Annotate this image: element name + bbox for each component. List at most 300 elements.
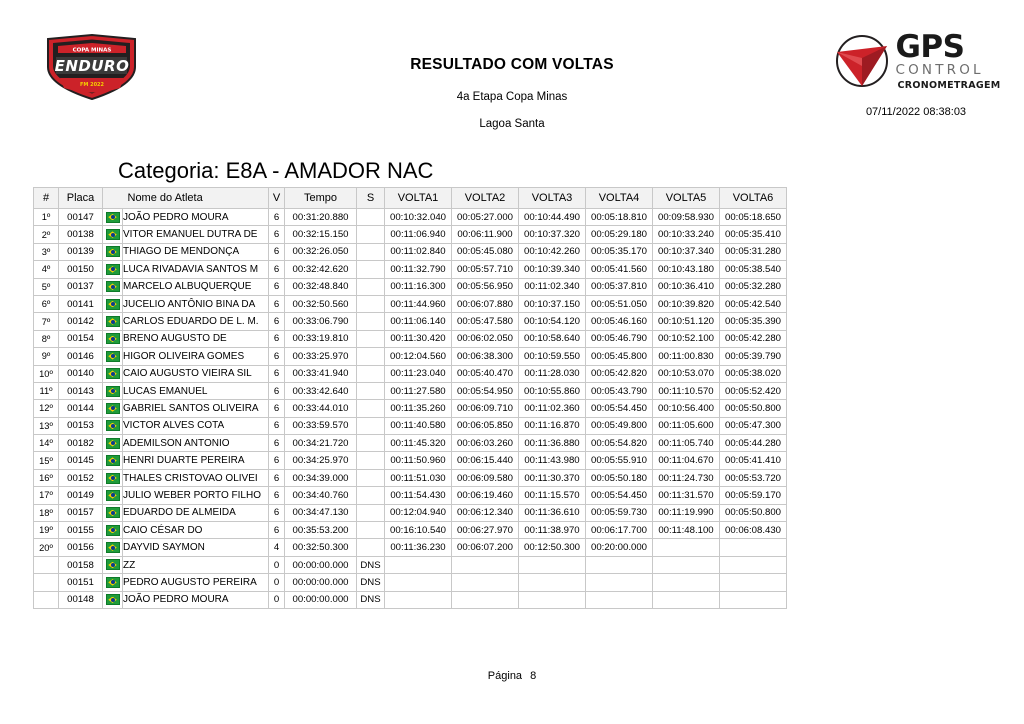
cell-flag [103, 382, 123, 399]
cell-lap-3: 00:11:38.970 [519, 522, 586, 539]
cell-lap-1: 00:11:02.840 [385, 243, 452, 260]
table-row [34, 295, 787, 312]
cell-lap-3: 00:12:50.300 [519, 539, 586, 556]
cell-lap-1 [385, 574, 452, 591]
col-header-s: S [357, 188, 385, 209]
cell-position: 19º [34, 522, 59, 539]
brazil-flag-icon [106, 438, 120, 449]
cell-position: 9º [34, 348, 59, 365]
cell-total-time: 00:32:50.300 [285, 539, 357, 556]
cell-laps-count: 0 [269, 591, 285, 608]
cell-lap-3 [519, 574, 586, 591]
cell-position: 12º [34, 400, 59, 417]
cell-laps-count: 6 [269, 382, 285, 399]
cell-flag [103, 522, 123, 539]
cell-lap-1: 00:11:27.580 [385, 382, 452, 399]
results-table-wrapper [33, 187, 787, 609]
cell-laps-count: 6 [269, 261, 285, 278]
cell-athlete-name: THIAGO DE MENDONÇA [123, 243, 269, 260]
cell-placa: 00157 [59, 504, 103, 521]
cell-position [34, 591, 59, 608]
cell-lap-5: 00:10:33.240 [653, 226, 720, 243]
cell-lap-6: 00:05:35.410 [720, 226, 787, 243]
cell-lap-3: 00:11:36.880 [519, 435, 586, 452]
cell-placa: 00158 [59, 556, 103, 573]
cell-status [357, 261, 385, 278]
brazil-flag-icon [106, 403, 120, 414]
cell-status [357, 295, 385, 312]
cell-lap-5 [653, 574, 720, 591]
cell-lap-4 [586, 556, 653, 573]
cell-lap-5: 00:09:58.930 [653, 209, 720, 226]
cell-lap-6: 00:05:38.540 [720, 261, 787, 278]
col-header-volta1: VOLTA1 [385, 188, 452, 209]
cell-position: 6º [34, 295, 59, 312]
cell-lap-5: 00:11:48.100 [653, 522, 720, 539]
cell-lap-3: 00:10:37.320 [519, 226, 586, 243]
cell-status [357, 452, 385, 469]
cell-athlete-name: BRENO AUGUSTO DE [123, 330, 269, 347]
brazil-flag-icon [106, 264, 120, 275]
cell-position [34, 556, 59, 573]
cell-lap-3 [519, 591, 586, 608]
cell-total-time: 00:33:42.640 [285, 382, 357, 399]
cell-lap-5: 00:11:24.730 [653, 469, 720, 486]
cell-laps-count: 0 [269, 574, 285, 591]
brazil-flag-icon [106, 368, 120, 379]
cell-status [357, 487, 385, 504]
cell-lap-4: 00:05:41.560 [586, 261, 653, 278]
cell-lap-2: 00:06:15.440 [452, 452, 519, 469]
cell-lap-2: 00:06:07.200 [452, 539, 519, 556]
event-subtitle: 4a Etapa Copa Minas [456, 91, 568, 104]
cell-flag [103, 469, 123, 486]
table-row [34, 574, 787, 591]
table-row [34, 365, 787, 382]
cell-total-time: 00:33:44.010 [285, 400, 357, 417]
cell-lap-4 [586, 574, 653, 591]
cell-lap-5: 00:10:51.120 [653, 313, 720, 330]
cell-lap-4: 00:05:35.170 [586, 243, 653, 260]
cell-lap-4: 00:05:54.820 [586, 435, 653, 452]
cell-placa: 00156 [59, 539, 103, 556]
cell-lap-6: 00:05:44.280 [720, 435, 787, 452]
cell-lap-1: 00:11:44.960 [385, 295, 452, 312]
cell-laps-count: 0 [269, 556, 285, 573]
cell-flag [103, 417, 123, 434]
table-row [34, 400, 787, 417]
cell-status [357, 417, 385, 434]
cell-lap-1: 00:11:32.790 [385, 261, 452, 278]
cell-flag [103, 539, 123, 556]
brazil-flag-icon [106, 455, 120, 466]
col-header-flag [103, 188, 123, 209]
cell-athlete-name: LUCA RIVADAVIA SANTOS M [123, 261, 269, 278]
cell-lap-5: 00:10:36.410 [653, 278, 720, 295]
cell-status [357, 522, 385, 539]
cell-lap-3: 00:10:55.860 [519, 382, 586, 399]
cell-lap-6: 00:05:39.790 [720, 348, 787, 365]
cell-flag [103, 452, 123, 469]
cell-total-time: 00:33:19.810 [285, 330, 357, 347]
cell-total-time: 00:32:48.840 [285, 278, 357, 295]
cell-status [357, 504, 385, 521]
page-footer [0, 670, 1024, 682]
table-row [34, 556, 787, 573]
cell-lap-4: 00:05:54.450 [586, 400, 653, 417]
cell-lap-2: 00:06:07.880 [452, 295, 519, 312]
page-number: 8 [530, 670, 537, 682]
cell-lap-6: 00:05:53.720 [720, 469, 787, 486]
cell-lap-6: 00:05:38.020 [720, 365, 787, 382]
cell-athlete-name: CARLOS EDUARDO DE L. M. [123, 313, 269, 330]
brazil-flag-icon [106, 542, 120, 553]
cell-laps-count: 6 [269, 243, 285, 260]
cell-lap-2: 00:06:12.340 [452, 504, 519, 521]
cell-lap-1: 00:11:35.260 [385, 400, 452, 417]
cell-status [357, 365, 385, 382]
cell-flag [103, 574, 123, 591]
cell-lap-2: 00:05:47.580 [452, 313, 519, 330]
cell-placa: 00182 [59, 435, 103, 452]
cell-position: 11º [34, 382, 59, 399]
cell-lap-2: 00:06:11.900 [452, 226, 519, 243]
cell-athlete-name: ADEMILSON ANTONIO [123, 435, 269, 452]
cell-athlete-name: GABRIEL SANTOS OLIVEIRA [123, 400, 269, 417]
cell-laps-count: 6 [269, 487, 285, 504]
cell-position: 2º [34, 226, 59, 243]
enduro-logo-top-text: COPA MINAS [72, 47, 112, 54]
cell-flag [103, 261, 123, 278]
cell-lap-2: 00:06:19.460 [452, 487, 519, 504]
cell-athlete-name: MARCELO ALBUQUERQUE [123, 278, 269, 295]
table-row [34, 469, 787, 486]
cell-lap-2: 00:05:57.710 [452, 261, 519, 278]
cell-lap-3: 00:10:37.150 [519, 295, 586, 312]
cell-status [357, 435, 385, 452]
cell-total-time: 00:00:00.000 [285, 591, 357, 608]
cell-laps-count: 6 [269, 348, 285, 365]
cell-lap-4: 00:05:37.810 [586, 278, 653, 295]
table-row [34, 487, 787, 504]
cell-flag [103, 365, 123, 382]
cell-laps-count: 6 [269, 295, 285, 312]
cell-placa: 00148 [59, 591, 103, 608]
event-location: Lagoa Santa [479, 117, 545, 130]
table-row [34, 243, 787, 260]
cell-lap-6 [720, 556, 787, 573]
cell-position: 10º [34, 365, 59, 382]
cell-position [34, 574, 59, 591]
cell-athlete-name: HENRI DUARTE PEREIRA [123, 452, 269, 469]
cell-laps-count: 6 [269, 330, 285, 347]
cell-lap-2: 00:06:27.970 [452, 522, 519, 539]
cell-lap-1: 00:12:04.940 [385, 504, 452, 521]
cell-placa: 00149 [59, 487, 103, 504]
cell-lap-6: 00:05:50.800 [720, 400, 787, 417]
cell-lap-3 [519, 556, 586, 573]
cell-athlete-name: PEDRO AUGUSTO PEREIRA [123, 574, 269, 591]
cell-position: 3º [34, 243, 59, 260]
cell-lap-2: 00:06:02.050 [452, 330, 519, 347]
cell-lap-5: 00:10:53.070 [653, 365, 720, 382]
cell-lap-5: 00:11:10.570 [653, 382, 720, 399]
cell-lap-1: 00:11:06.940 [385, 226, 452, 243]
cell-athlete-name: JUCELIO ANTÔNIO BINA DA [123, 295, 269, 312]
cell-laps-count: 6 [269, 452, 285, 469]
cell-status [357, 382, 385, 399]
cell-lap-1: 00:11:30.420 [385, 330, 452, 347]
cell-total-time: 00:32:42.620 [285, 261, 357, 278]
brazil-flag-icon [106, 351, 120, 362]
cell-lap-1 [385, 556, 452, 573]
category-heading: Categoria: E8A - AMADOR NAC [118, 158, 434, 183]
cell-lap-6: 00:05:59.170 [720, 487, 787, 504]
cell-lap-1: 00:11:54.430 [385, 487, 452, 504]
cell-placa: 00137 [59, 278, 103, 295]
table-row [34, 261, 787, 278]
gps-control-block [822, 28, 1010, 118]
cell-flag [103, 504, 123, 521]
table-row [34, 539, 787, 556]
cell-athlete-name: VICTOR ALVES COTA [123, 417, 269, 434]
col-header-volta4: VOLTA4 [586, 188, 653, 209]
table-row [34, 278, 787, 295]
cell-lap-3: 00:10:54.120 [519, 313, 586, 330]
cell-position: 4º [34, 261, 59, 278]
gps-brand-text: GPS [895, 29, 965, 65]
report-timestamp: 07/11/2022 08:38:03 [865, 106, 967, 118]
cell-position: 18º [34, 504, 59, 521]
cell-lap-1: 00:11:45.320 [385, 435, 452, 452]
cell-lap-5: 00:11:04.670 [653, 452, 720, 469]
cell-position: 14º [34, 435, 59, 452]
brazil-flag-icon [106, 246, 120, 257]
cell-placa: 00153 [59, 417, 103, 434]
cell-status: DNS [357, 556, 385, 573]
cell-lap-5: 00:10:37.340 [653, 243, 720, 260]
cell-total-time: 00:34:40.760 [285, 487, 357, 504]
cell-lap-1: 00:16:10.540 [385, 522, 452, 539]
cell-total-time: 00:32:50.560 [285, 295, 357, 312]
cell-laps-count: 6 [269, 522, 285, 539]
cell-lap-5: 00:11:31.570 [653, 487, 720, 504]
cell-athlete-name: JULIO WEBER PORTO FILHO [123, 487, 269, 504]
cell-lap-3: 00:11:28.030 [519, 365, 586, 382]
cell-flag [103, 591, 123, 608]
cell-lap-6: 00:05:50.800 [720, 504, 787, 521]
brazil-flag-icon [106, 525, 120, 536]
cell-laps-count: 6 [269, 469, 285, 486]
cell-athlete-name: JOÃO PEDRO MOURA [123, 591, 269, 608]
cell-lap-2: 00:05:40.470 [452, 365, 519, 382]
cell-lap-4: 00:05:46.160 [586, 313, 653, 330]
cell-lap-6: 00:06:08.430 [720, 522, 787, 539]
brazil-flag-icon [106, 420, 120, 431]
cell-total-time: 00:34:25.970 [285, 452, 357, 469]
cell-laps-count: 6 [269, 400, 285, 417]
brazil-flag-icon [106, 299, 120, 310]
cell-lap-1: 00:11:51.030 [385, 469, 452, 486]
cell-lap-6 [720, 574, 787, 591]
cell-lap-1: 00:12:04.560 [385, 348, 452, 365]
cell-lap-5 [653, 539, 720, 556]
cell-lap-4: 00:05:54.450 [586, 487, 653, 504]
cell-flag [103, 400, 123, 417]
cell-lap-4: 00:05:59.730 [586, 504, 653, 521]
cell-lap-4: 00:05:43.790 [586, 382, 653, 399]
cell-total-time: 00:35:53.200 [285, 522, 357, 539]
cell-lap-2: 00:06:09.580 [452, 469, 519, 486]
cell-lap-3: 00:10:59.550 [519, 348, 586, 365]
brazil-flag-icon [106, 386, 120, 397]
brazil-flag-icon [106, 333, 120, 344]
cell-position: 1º [34, 209, 59, 226]
cell-lap-3: 00:11:16.870 [519, 417, 586, 434]
cell-lap-2: 00:05:56.950 [452, 278, 519, 295]
col-header-v: V [269, 188, 285, 209]
cell-placa: 00147 [59, 209, 103, 226]
col-header-volta6: VOLTA6 [720, 188, 787, 209]
cell-lap-6: 00:05:18.650 [720, 209, 787, 226]
cell-lap-6: 00:05:47.300 [720, 417, 787, 434]
brazil-flag-icon [106, 490, 120, 501]
cell-athlete-name: CAIO CÉSAR DO [123, 522, 269, 539]
gps-compass-icon [831, 30, 893, 92]
cell-status: DNS [357, 574, 385, 591]
brazil-flag-icon [106, 212, 120, 223]
col-header-volta2: VOLTA2 [452, 188, 519, 209]
cell-placa: 00154 [59, 330, 103, 347]
cell-position: 8º [34, 330, 59, 347]
cell-lap-2: 00:06:03.260 [452, 435, 519, 452]
cell-lap-3: 00:11:02.340 [519, 278, 586, 295]
cell-flag [103, 209, 123, 226]
cell-position: 16º [34, 469, 59, 486]
cell-athlete-name: ZZ [123, 556, 269, 573]
cell-lap-5 [653, 556, 720, 573]
cell-placa: 00155 [59, 522, 103, 539]
col-header-volta3: VOLTA3 [519, 188, 586, 209]
cell-athlete-name: VITOR EMANUEL DUTRA DE [123, 226, 269, 243]
brazil-flag-icon [106, 281, 120, 292]
cell-laps-count: 6 [269, 504, 285, 521]
cell-placa: 00145 [59, 452, 103, 469]
cell-lap-3: 00:11:15.570 [519, 487, 586, 504]
page-title: RESULTADO COM VOLTAS [410, 56, 614, 73]
cell-lap-5: 00:11:00.830 [653, 348, 720, 365]
cell-lap-4: 00:05:50.180 [586, 469, 653, 486]
cell-lap-6: 00:05:52.420 [720, 382, 787, 399]
cell-lap-1: 00:11:06.140 [385, 313, 452, 330]
gps-brand-sub-text: CONTROL [895, 62, 984, 78]
col-header-volta5: VOLTA5 [653, 188, 720, 209]
cell-lap-6: 00:05:42.540 [720, 295, 787, 312]
cell-total-time: 00:34:21.720 [285, 435, 357, 452]
cell-placa: 00142 [59, 313, 103, 330]
cell-status [357, 209, 385, 226]
cell-placa: 00140 [59, 365, 103, 382]
cell-laps-count: 6 [269, 209, 285, 226]
cell-laps-count: 6 [269, 417, 285, 434]
cell-lap-4: 00:05:18.810 [586, 209, 653, 226]
cell-position: 20º [34, 539, 59, 556]
cell-athlete-name: CAIO AUGUSTO VIEIRA SIL [123, 365, 269, 382]
col-header-placa: Placa [59, 188, 103, 209]
cell-total-time: 00:32:15.150 [285, 226, 357, 243]
brazil-flag-icon [106, 577, 120, 588]
cell-flag [103, 278, 123, 295]
cell-lap-2: 00:06:38.300 [452, 348, 519, 365]
brazil-flag-icon [106, 473, 120, 484]
brazil-flag-icon [106, 559, 120, 570]
cell-lap-4: 00:05:55.910 [586, 452, 653, 469]
page-header [0, 0, 1024, 140]
cell-position: 17º [34, 487, 59, 504]
cell-lap-4: 00:05:51.050 [586, 295, 653, 312]
cell-lap-2 [452, 574, 519, 591]
table-header-row [34, 188, 787, 209]
cell-lap-1: 00:11:50.960 [385, 452, 452, 469]
cell-lap-4: 00:05:46.790 [586, 330, 653, 347]
cell-lap-3: 00:10:44.490 [519, 209, 586, 226]
cell-lap-4: 00:05:45.800 [586, 348, 653, 365]
table-body [34, 209, 787, 609]
cell-laps-count: 6 [269, 278, 285, 295]
cell-placa: 00146 [59, 348, 103, 365]
cell-lap-4: 00:05:42.820 [586, 365, 653, 382]
cell-athlete-name: HIGOR OLIVEIRA GOMES [123, 348, 269, 365]
cell-lap-4: 00:20:00.000 [586, 539, 653, 556]
cell-lap-4 [586, 591, 653, 608]
cell-lap-6: 00:05:35.390 [720, 313, 787, 330]
cell-total-time: 00:33:59.570 [285, 417, 357, 434]
cell-total-time: 00:32:26.050 [285, 243, 357, 260]
cell-flag [103, 295, 123, 312]
cell-lap-4: 00:06:17.700 [586, 522, 653, 539]
cell-total-time: 00:33:41.940 [285, 365, 357, 382]
cell-lap-5 [653, 591, 720, 608]
cell-flag [103, 435, 123, 452]
cell-flag [103, 330, 123, 347]
cell-flag [103, 556, 123, 573]
cell-lap-6: 00:05:31.280 [720, 243, 787, 260]
table-row [34, 348, 787, 365]
table-row [34, 504, 787, 521]
cell-lap-3: 00:11:02.360 [519, 400, 586, 417]
cell-lap-1: 00:11:16.300 [385, 278, 452, 295]
enduro-logo-sub-text: FM 2022 [79, 82, 105, 88]
cell-lap-2: 00:05:45.080 [452, 243, 519, 260]
table-row [34, 382, 787, 399]
cell-athlete-name: EDUARDO DE ALMEIDA [123, 504, 269, 521]
cell-lap-2: 00:05:54.950 [452, 382, 519, 399]
cell-lap-6 [720, 539, 787, 556]
page-label: Página [487, 670, 523, 682]
cell-lap-5: 00:10:43.180 [653, 261, 720, 278]
brazil-flag-icon [106, 229, 120, 240]
cell-total-time: 00:31:20.880 [285, 209, 357, 226]
cell-status: DNS [357, 591, 385, 608]
cell-status [357, 469, 385, 486]
cell-total-time: 00:33:06.790 [285, 313, 357, 330]
cell-lap-3: 00:10:39.340 [519, 261, 586, 278]
cell-laps-count: 6 [269, 435, 285, 452]
brazil-flag-icon [106, 594, 120, 605]
cell-lap-2: 00:06:09.710 [452, 400, 519, 417]
table-row [34, 522, 787, 539]
cell-status [357, 539, 385, 556]
